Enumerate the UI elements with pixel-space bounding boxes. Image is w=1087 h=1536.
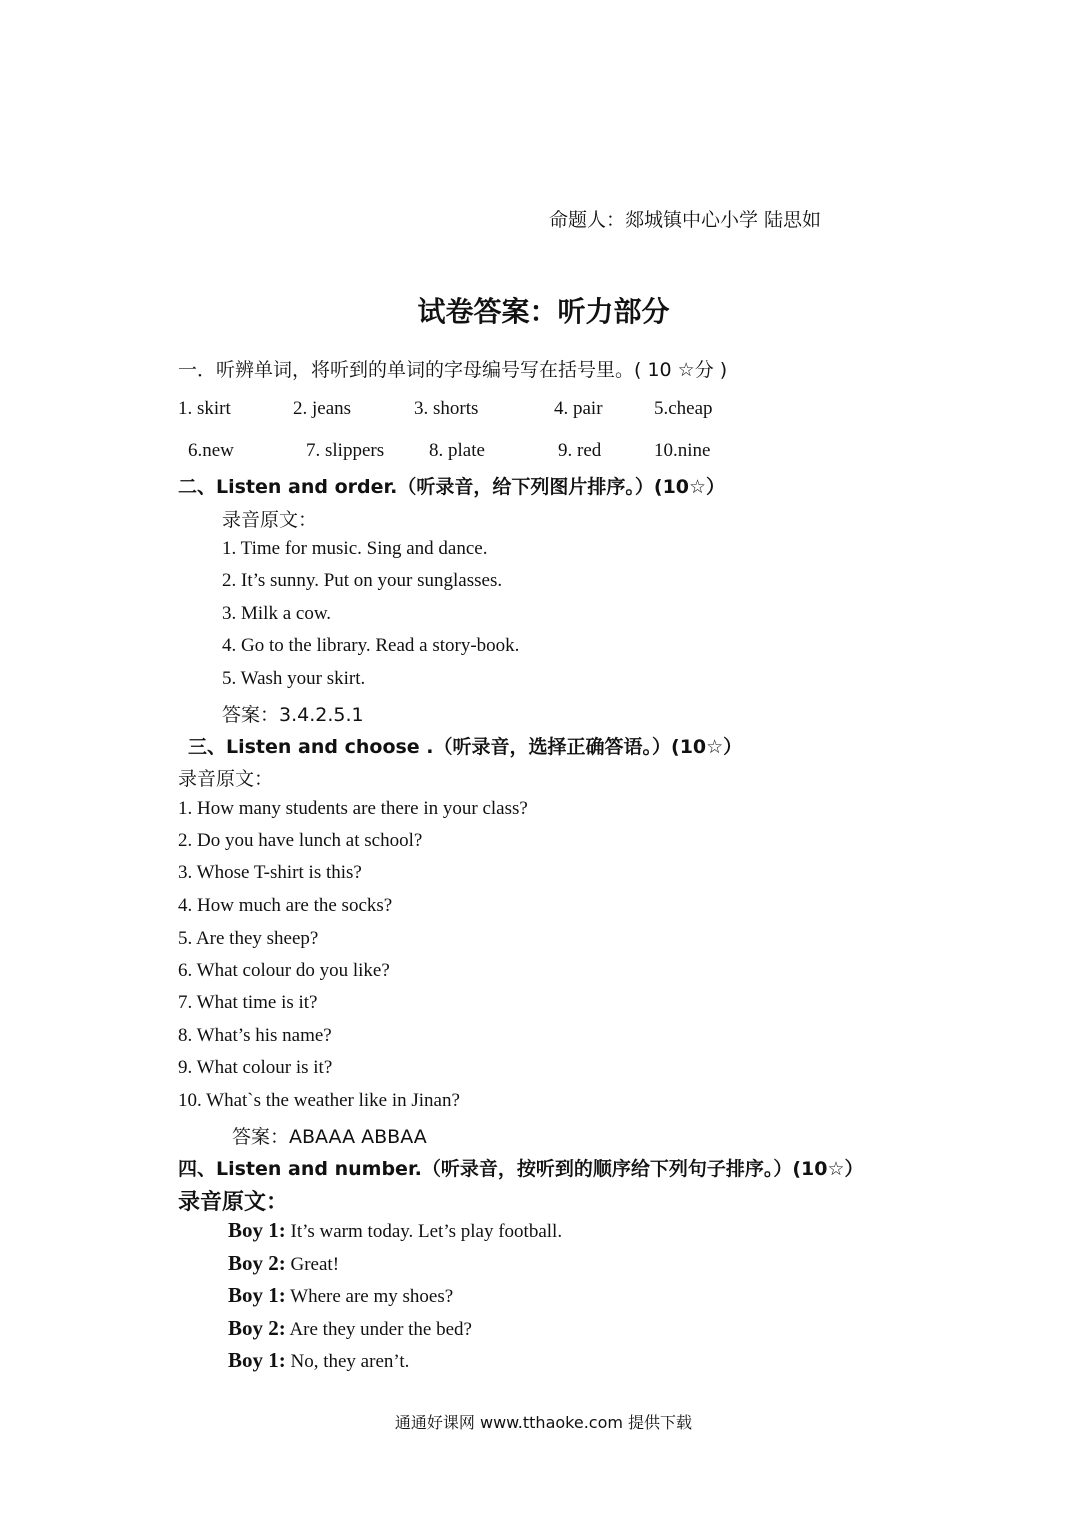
speaker-label: Boy 1: [228, 1348, 286, 1372]
page-title: 试卷答案：听力部分 [417, 295, 670, 328]
word-item: 2. jeans [293, 398, 352, 419]
section1-heading: 一．听辨单词，将听到的单词的字母编号写在括号里。( 10 ☆分 ) [178, 359, 728, 381]
section3-item: 9. What colour is it? [178, 1057, 333, 1078]
word-item: 7. slippers [306, 440, 385, 461]
speaker-label: Boy 2: [228, 1316, 286, 1340]
dialogue-text: Great! [290, 1254, 340, 1275]
dialogue-line [228, 1218, 562, 1243]
section3-transcript-label: 录音原文： [178, 768, 274, 790]
word-item: 3. shorts [414, 398, 479, 419]
section4-heading: 四、Listen and number.（听录音，按听到的顺序给下列句子排序。）(10☆） [178, 1158, 864, 1180]
section3-item: 5. Are they sheep? [178, 928, 319, 949]
section3-item: 3. Whose T-shirt is this? [178, 862, 362, 883]
dialogue-line [228, 1251, 339, 1276]
word-item: 6.new [188, 440, 234, 461]
section2-item: 3. Milk a cow. [222, 603, 332, 624]
section4-transcript-label: 录音原文： [178, 1190, 289, 1215]
section3-item: 2. Do you have lunch at school? [178, 830, 423, 851]
speaker-label: Boy 1: [228, 1283, 286, 1307]
section2-item: 1. Time for music. Sing and dance. [222, 538, 488, 559]
section3-item: 1. How many students are there in your class? [178, 798, 528, 819]
page-footer: 通通好课网 www.tthaoke.com 提供下载 [394, 1413, 693, 1432]
section3-heading: 三、Listen and choose .（听录音，选择正确答语。）(10☆） [188, 736, 743, 758]
dialogue-text: Are they under the bed? [289, 1319, 472, 1340]
word-item: 5.cheap [654, 398, 713, 419]
section2-answer: 答案：3.4.2.5.1 [222, 704, 364, 726]
dialogue-text: No, they aren’t. [290, 1351, 410, 1372]
dialogue-line [228, 1348, 409, 1373]
section2-item: 2. It’s sunny. Put on your sunglasses. [222, 570, 503, 591]
section2-item: 4. Go to the library. Read a story-book. [222, 635, 520, 656]
section3-item: 10. What`s the weather like in Jinan? [178, 1090, 460, 1111]
word-item: 4. pair [554, 398, 603, 419]
word-item: 10.nine [654, 440, 711, 461]
dialogue-line [228, 1316, 472, 1341]
section3-item: 4. How much are the socks? [178, 895, 393, 916]
dialogue-text: It’s warm today. Let’s play football. [290, 1221, 563, 1242]
section3-item: 8. What’s his name? [178, 1025, 332, 1046]
section3-item: 6. What colour do you like? [178, 960, 390, 981]
section3-item: 7. What time is it? [178, 992, 318, 1013]
word-item: 9. red [558, 440, 602, 461]
section2-heading: 二、Listen and order.（听录音，给下列图片排序。）(10☆） [178, 476, 726, 498]
speaker-label: Boy 1: [228, 1218, 286, 1242]
section2-transcript-label: 录音原文： [222, 509, 318, 531]
speaker-label: Boy 2: [228, 1251, 286, 1275]
word-item: 1. skirt [178, 398, 231, 419]
word-item: 8. plate [429, 440, 485, 461]
author-line: 命题人：郯城镇中心小学 陆思如 [549, 209, 822, 231]
section3-answer: 答案：ABAAA ABBAA [232, 1126, 427, 1148]
section2-item: 5. Wash your skirt. [222, 668, 366, 689]
dialogue-text: Where are my shoes? [290, 1286, 454, 1307]
dialogue-line [228, 1283, 453, 1308]
